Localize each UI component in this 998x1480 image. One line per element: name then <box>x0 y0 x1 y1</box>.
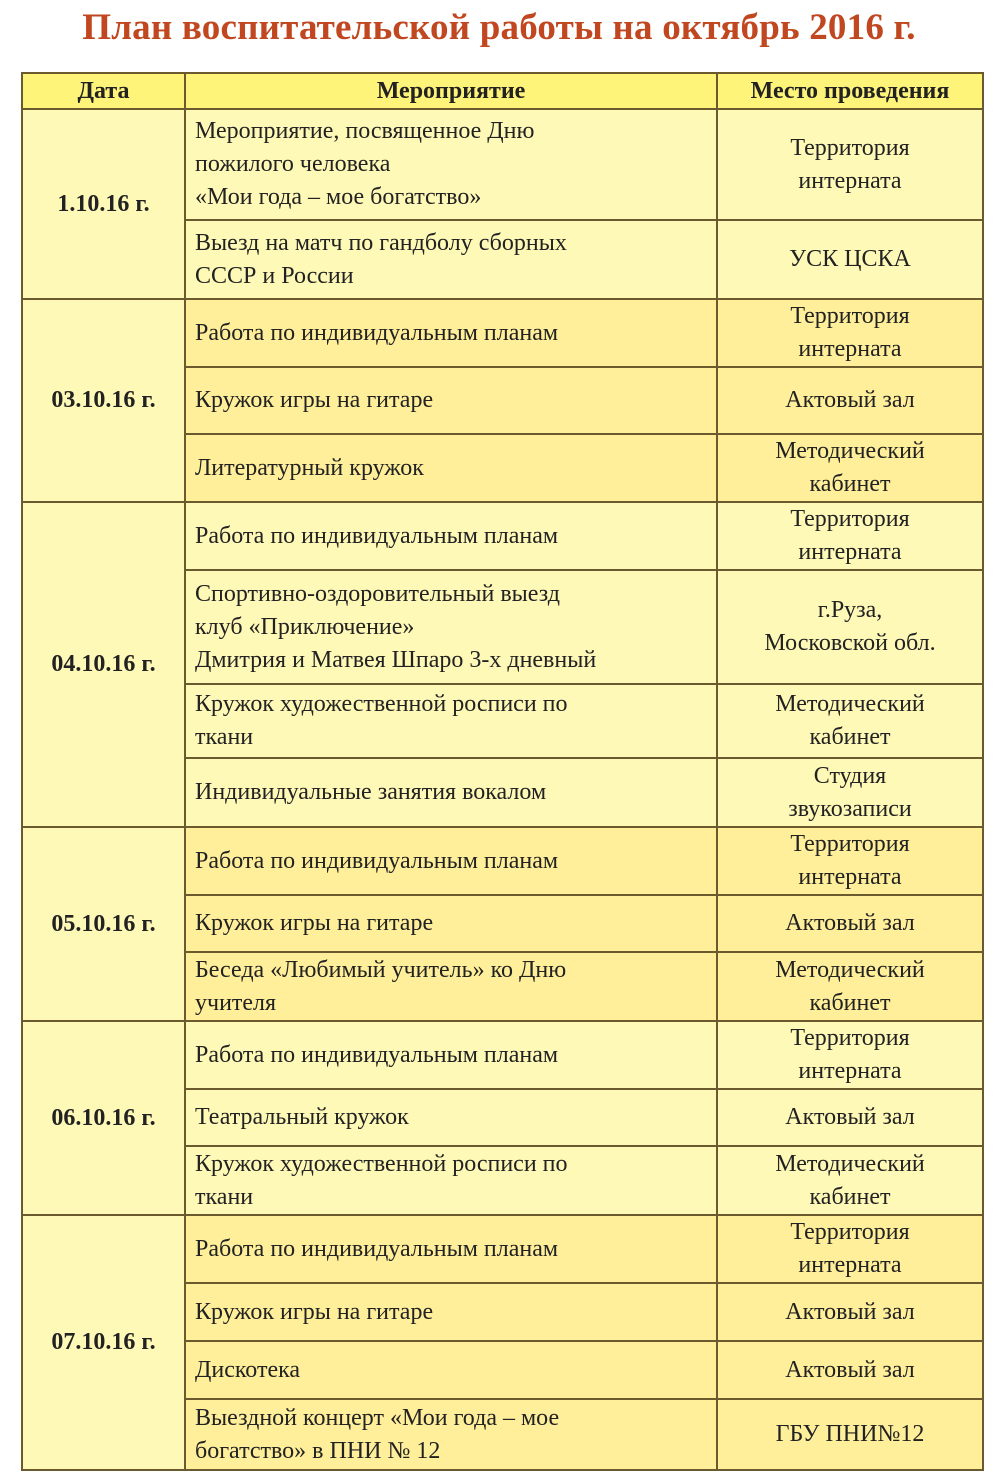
event-cell <box>185 109 717 220</box>
date-cell: 03.10.16 г. <box>22 299 185 502</box>
place-line: Методический <box>775 1150 925 1177</box>
date-group <box>22 1215 983 1470</box>
event-cell <box>185 1146 717 1215</box>
place-cell <box>717 109 983 220</box>
event-cell <box>185 502 717 570</box>
date-group <box>22 109 983 299</box>
place-line: УСК ЦСКА <box>789 246 911 272</box>
table-row <box>22 299 983 367</box>
header-event: Мероприятие <box>185 73 717 109</box>
place-cell <box>717 1146 983 1215</box>
place-line: Территория <box>790 134 910 161</box>
place-line: Методический <box>775 956 925 983</box>
event-cell <box>185 1021 717 1089</box>
event-cell <box>185 1089 717 1146</box>
event-cell <box>185 827 717 895</box>
event-line: Литературный кружок <box>195 454 424 481</box>
place-cell <box>717 895 983 952</box>
event-line: клуб «Приключение» <box>195 613 415 640</box>
place-line: интерната <box>798 864 902 890</box>
place-cell <box>717 1341 983 1399</box>
place-line: Студия <box>813 762 887 789</box>
event-line: Работа по индивидуальным планам <box>195 319 559 346</box>
table-row <box>22 827 983 895</box>
table-row <box>22 1215 983 1283</box>
place-line: Актовый зал <box>785 910 915 936</box>
event-line: ткани <box>195 1183 254 1210</box>
place-line: Актовый зал <box>785 387 915 413</box>
event-line: Кружок игры на гитаре <box>195 1298 434 1325</box>
event-line: Кружок художественной росписи по <box>195 691 568 717</box>
place-line: кабинет <box>809 471 891 497</box>
place-line: звукозаписи <box>788 795 912 822</box>
event-cell <box>185 434 717 502</box>
place-line: интерната <box>798 539 902 565</box>
event-line: Спортивно-оздоровительный выезд <box>195 580 561 607</box>
place-cell <box>717 367 983 434</box>
event-cell <box>185 758 717 827</box>
event-cell <box>185 684 717 758</box>
date-cell: 07.10.16 г. <box>22 1215 185 1470</box>
event-cell <box>185 952 717 1021</box>
event-line: пожилого человека <box>195 151 391 177</box>
header-place: Место проведения <box>717 73 983 109</box>
place-cell <box>717 570 983 684</box>
place-line: Актовый зал <box>785 1298 915 1325</box>
event-cell <box>185 1283 717 1341</box>
event-line: Беседа «Любимый учитель» ко Дню <box>195 956 567 983</box>
event-line: Работа по индивидуальным планам <box>195 522 559 549</box>
place-cell <box>717 502 983 570</box>
date-cell: 05.10.16 г. <box>22 827 185 1021</box>
place-line: Территория <box>790 1219 910 1245</box>
place-cell <box>717 299 983 367</box>
place-cell <box>717 684 983 758</box>
place-line: Территория <box>790 831 910 857</box>
place-cell <box>717 434 983 502</box>
place-line: Территория <box>790 506 910 532</box>
place-line: Территория <box>790 303 910 329</box>
place-line: кабинет <box>809 989 891 1016</box>
place-cell <box>717 952 983 1021</box>
event-line: Мероприятие, посвященное Дню <box>195 118 535 144</box>
event-cell <box>185 367 717 434</box>
event-line: Театральный кружок <box>195 1104 409 1130</box>
page-title: План воспитательской работы на октябрь 2016 г. <box>82 7 916 48</box>
header-date: Дата <box>22 73 185 109</box>
event-line: ткани <box>195 724 254 750</box>
event-cell <box>185 220 717 299</box>
event-cell <box>185 1215 717 1283</box>
event-line: Кружок художественной росписи по <box>195 1150 568 1177</box>
place-cell <box>717 1021 983 1089</box>
event-line: Выезд на матч по гандболу сборных <box>195 229 567 256</box>
event-line: Работа по индивидуальным планам <box>195 1041 559 1068</box>
place-line: Территория <box>790 1025 910 1051</box>
date-group <box>22 502 983 827</box>
event-line: Дмитрия и Матвея Шпаро 3-х дневный <box>195 646 597 673</box>
date-cell: 1.10.16 г. <box>22 109 185 299</box>
event-cell <box>185 299 717 367</box>
place-cell <box>717 1089 983 1146</box>
event-line: Работа по индивидуальным планам <box>195 1235 559 1262</box>
date-group <box>22 1021 983 1215</box>
event-line: учителя <box>195 989 277 1016</box>
table-row <box>22 502 983 570</box>
place-cell <box>717 758 983 827</box>
table-header <box>22 73 983 109</box>
place-line: Московской обл. <box>764 630 936 656</box>
place-cell <box>717 1399 983 1470</box>
place-line: Методический <box>775 438 925 464</box>
place-line: Методический <box>775 691 925 717</box>
event-line: богатство» в ПНИ № 12 <box>195 1437 441 1464</box>
place-line: кабинет <box>809 1183 891 1210</box>
place-cell <box>717 220 983 299</box>
date-cell: 04.10.16 г. <box>22 502 185 827</box>
event-line: «Мои года – мое богатство» <box>195 184 482 210</box>
event-line: Выездной концерт «Мои года – мое <box>195 1404 560 1431</box>
date-cell: 06.10.16 г. <box>22 1021 185 1215</box>
event-line: СССР и России <box>195 262 354 289</box>
place-cell <box>717 1283 983 1341</box>
event-line: Дискотека <box>195 1356 301 1383</box>
event-cell <box>185 895 717 952</box>
place-line: интерната <box>798 1058 902 1084</box>
event-cell <box>185 570 717 684</box>
place-line: интерната <box>798 167 902 194</box>
event-line: Кружок игры на гитаре <box>195 387 434 413</box>
place-line: интерната <box>798 1252 902 1278</box>
place-line: Актовый зал <box>785 1104 915 1130</box>
place-line: г.Руза, <box>817 597 883 623</box>
place-cell <box>717 827 983 895</box>
plan-table <box>21 72 984 1471</box>
place-line: интерната <box>798 336 902 362</box>
date-group <box>22 827 983 1021</box>
header-row <box>22 73 983 109</box>
event-line: Индивидуальные занятия вокалом <box>195 779 547 805</box>
table-row <box>22 109 983 220</box>
table-row <box>22 1021 983 1089</box>
event-line: Кружок игры на гитаре <box>195 910 434 936</box>
event-cell <box>185 1399 717 1470</box>
place-cell <box>717 1215 983 1283</box>
date-group <box>22 299 983 502</box>
place-line: Актовый зал <box>785 1356 915 1383</box>
place-line: ГБУ ПНИ№12 <box>775 1421 925 1447</box>
event-cell <box>185 1341 717 1399</box>
event-line: Работа по индивидуальным планам <box>195 847 559 874</box>
place-line: кабинет <box>809 724 891 750</box>
